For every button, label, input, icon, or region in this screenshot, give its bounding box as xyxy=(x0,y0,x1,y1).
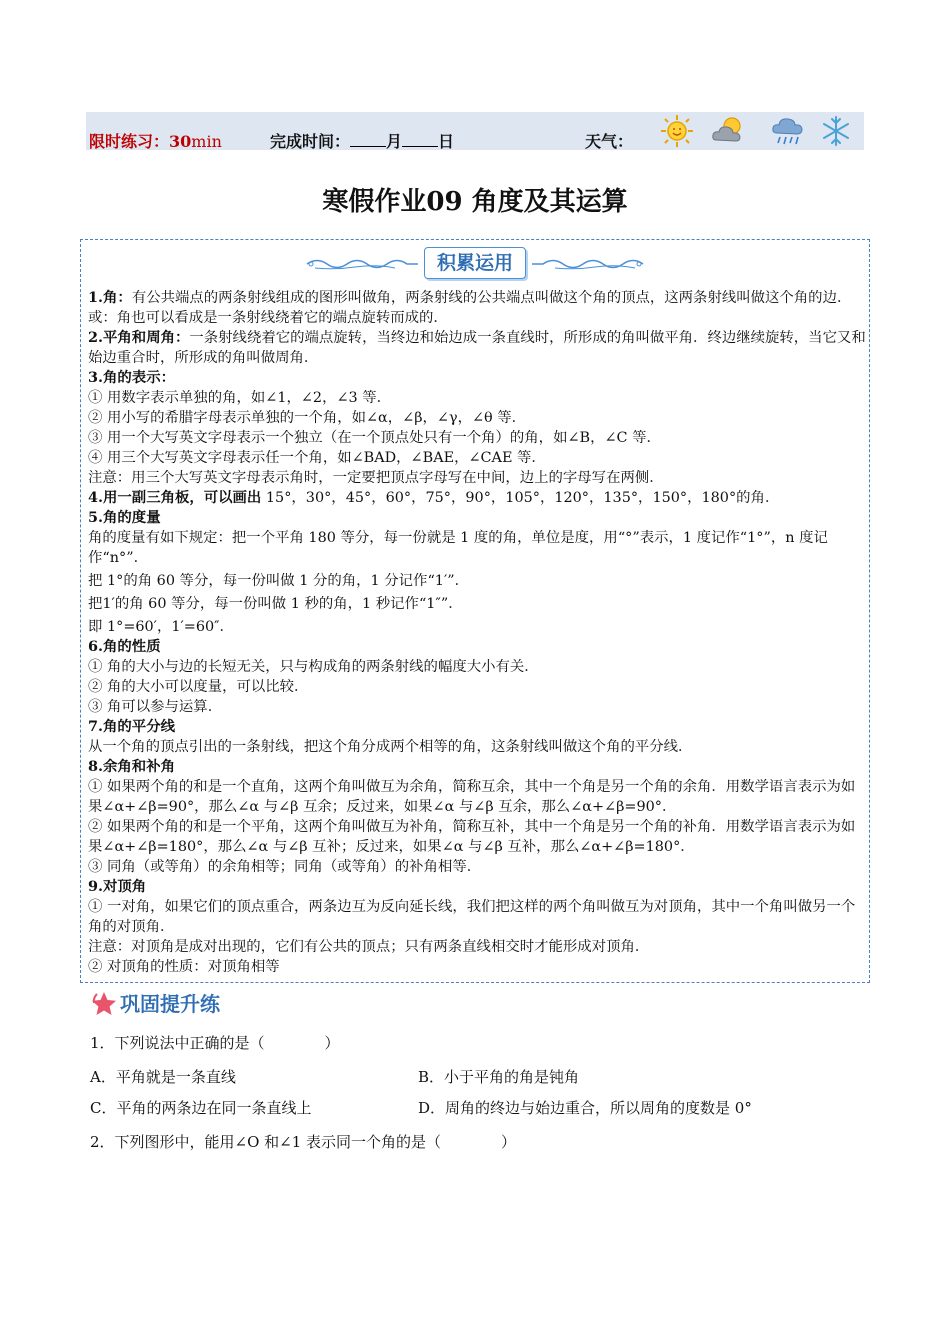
section-8-line: ③ 同角（或等角）的余角相等；同角（或等角）的补角相等． xyxy=(88,859,482,875)
section-6-line: ② 角的大小可以度量，可以比较． xyxy=(88,679,309,695)
section-3-line: ② 用小写的希腊字母表示单独的一个角，如∠α，∠β，∠γ，∠θ 等． xyxy=(88,410,527,426)
section-5-line: 角的度量有如下规定：把一个平角 180 等分，每一份就是 1 度的角，单位是度，用“°”表示，1 度记作“1°”，n 度记作“n°”． xyxy=(88,530,828,566)
section-5-line: 即 1°=60′，1′=60″． xyxy=(88,619,234,635)
section-8-heading: 8.余角和补角 xyxy=(88,758,175,775)
section-3-note: 注意：用三个大写英文字母表示角时，一定要把顶点字母写在中间，边上的字母写在两侧． xyxy=(88,470,664,486)
section-4 xyxy=(88,488,868,508)
weather-label: 天气： xyxy=(585,132,634,151)
question-1-option-d[interactable]: D．周角的终边与始边重合，所以周角的度数是 0° xyxy=(418,1099,752,1117)
section-9-note: 注意：对顶角是成对出现的，它们有公共的顶点；只有两条直线相交时才能形成对顶角． xyxy=(88,939,650,955)
completion-time xyxy=(270,132,454,152)
section-3-line: ③ 用一个大写英文字母表示一个独立（在一个顶点处只有一个角）的角，如∠B，∠C 等． xyxy=(88,430,661,446)
question-1-option-c[interactable]: C．平角的两条边在同一条直线上 xyxy=(90,1099,312,1117)
section-9-heading: 9.对顶角 xyxy=(88,878,147,895)
header-bar xyxy=(86,112,864,150)
sun-icon[interactable] xyxy=(659,114,695,148)
month-label: 月 xyxy=(386,132,403,151)
question-1-option-b[interactable]: B．小于平角的角是钝角 xyxy=(418,1068,580,1086)
rain-icon[interactable] xyxy=(770,114,806,148)
section-6-line: ① 角的大小与边的长短无关，只与构成角的两条射线的幅度大小有关． xyxy=(88,659,539,675)
snowflake-icon[interactable] xyxy=(818,114,854,148)
time-limit-value: 30 xyxy=(169,132,192,151)
section-3-line: ① 用数字表示单独的角，如∠1，∠2，∠3 等． xyxy=(88,390,392,406)
section-6-heading: 6.角的性质 xyxy=(88,638,161,655)
section-9-line: ① 一对角，如果它们的顶点重合，两条边互为反向延长线，我们把这样的两个角叫做互为对顶角，其中一个角叫做另一个角的对顶角． xyxy=(88,899,856,935)
question-1-option-a[interactable]: A．平角就是一条直线 xyxy=(90,1068,236,1086)
left-wave-ornament-icon xyxy=(305,255,420,273)
section-1 xyxy=(88,288,868,328)
section-1-heading: 1.角： xyxy=(88,289,132,306)
star-icon xyxy=(90,990,118,1018)
page-title: 寒假作业09 角度及其运算 xyxy=(322,187,628,217)
section-4-text: 15°，30°，45°，60°，75°，90°，105°，120°，135°，150°，180°的角． xyxy=(261,490,780,506)
section-3-heading: 3.角的表示： xyxy=(88,369,175,386)
section-5-line: 把1′的角 60 等分，每一份叫做 1 秒的角，1 秒记作“1″”． xyxy=(88,596,463,612)
question-2: 2．下列图形中，能用∠O 和∠1 表示同一个角的是（ ） xyxy=(90,1133,517,1151)
section-2-heading: 2.平角和周角： xyxy=(88,329,190,346)
section-7-heading: 7.角的平分线 xyxy=(88,718,175,735)
section-6-line: ③ 角可以参与运算． xyxy=(88,699,223,715)
section-9-line: ② 对顶角的性质：对顶角相等 xyxy=(88,959,280,975)
section-practice-label: 巩固提升练 xyxy=(120,992,220,1016)
section-3-line: ④ 用三个大写英文字母表示任一个角，如∠BAD，∠BAE，∠CAE 等． xyxy=(88,450,546,466)
question-1: 1．下列说法中正确的是（ ） xyxy=(90,1034,340,1052)
knowledge-content xyxy=(88,288,868,977)
section-1-text: 有公共端点的两条射线组成的图形叫做角，两条射线的公共端点叫做这个角的顶点，这两条射线叫做这个角的边．或：角也可以看成是一条射线绕着它的端点旋转而成的． xyxy=(88,290,852,326)
day-label: 日 xyxy=(438,132,455,151)
section-8-line: ① 如果两个角的和是一个直角，这两个角叫做互为余角，简称互余，其中一个角是另一个角的余角．用数学语言表示为如果∠α+∠β=90°，那么∠α 与∠β 互余；反过来，如果∠α 与∠β 互余，那么∠α+∠β=90°． xyxy=(88,779,856,815)
cloudy-sun-icon[interactable] xyxy=(710,114,746,148)
section-8-line: ② 如果两个角的和是一个平角，这两个角叫做互为补角，简称互补，其中一个角是另一个角的补角．用数学语言表示为如果∠α+∠β=180°，那么∠α 与∠β 互补；反过来，如果∠α 与∠β 互补，那么∠α+∠β=180°． xyxy=(88,819,856,855)
right-wave-ornament-icon xyxy=(530,255,645,273)
section-5-heading: 5.角的度量 xyxy=(88,509,161,526)
section-badge-accumulate: 积累运用 xyxy=(424,247,526,279)
time-limit xyxy=(89,132,222,152)
time-limit-label: 限时练习： xyxy=(89,132,170,151)
month-blank[interactable] xyxy=(350,132,386,147)
section-2 xyxy=(88,328,868,368)
day-blank[interactable] xyxy=(402,132,438,147)
section-5-line: 把 1°的角 60 等分，每一份叫做 1 分的角，1 分记作“1′”． xyxy=(88,573,469,589)
completion-time-label: 完成时间： xyxy=(270,132,351,151)
section-2-text: 一条射线绕着它的端点旋转，当终边和始边成一条直线时，所形成的角叫做平角．终边继续旋转，当它又和始边重合时，所形成的角叫做周角． xyxy=(88,330,866,366)
section-4-heading: 4.用一副三角板，可以画出 xyxy=(88,489,262,506)
time-limit-unit: min xyxy=(191,132,222,151)
section-7-line: 从一个角的顶点引出的一条射线，把这个角分成两个相等的角，这条射线叫做这个角的平分线． xyxy=(88,739,693,755)
